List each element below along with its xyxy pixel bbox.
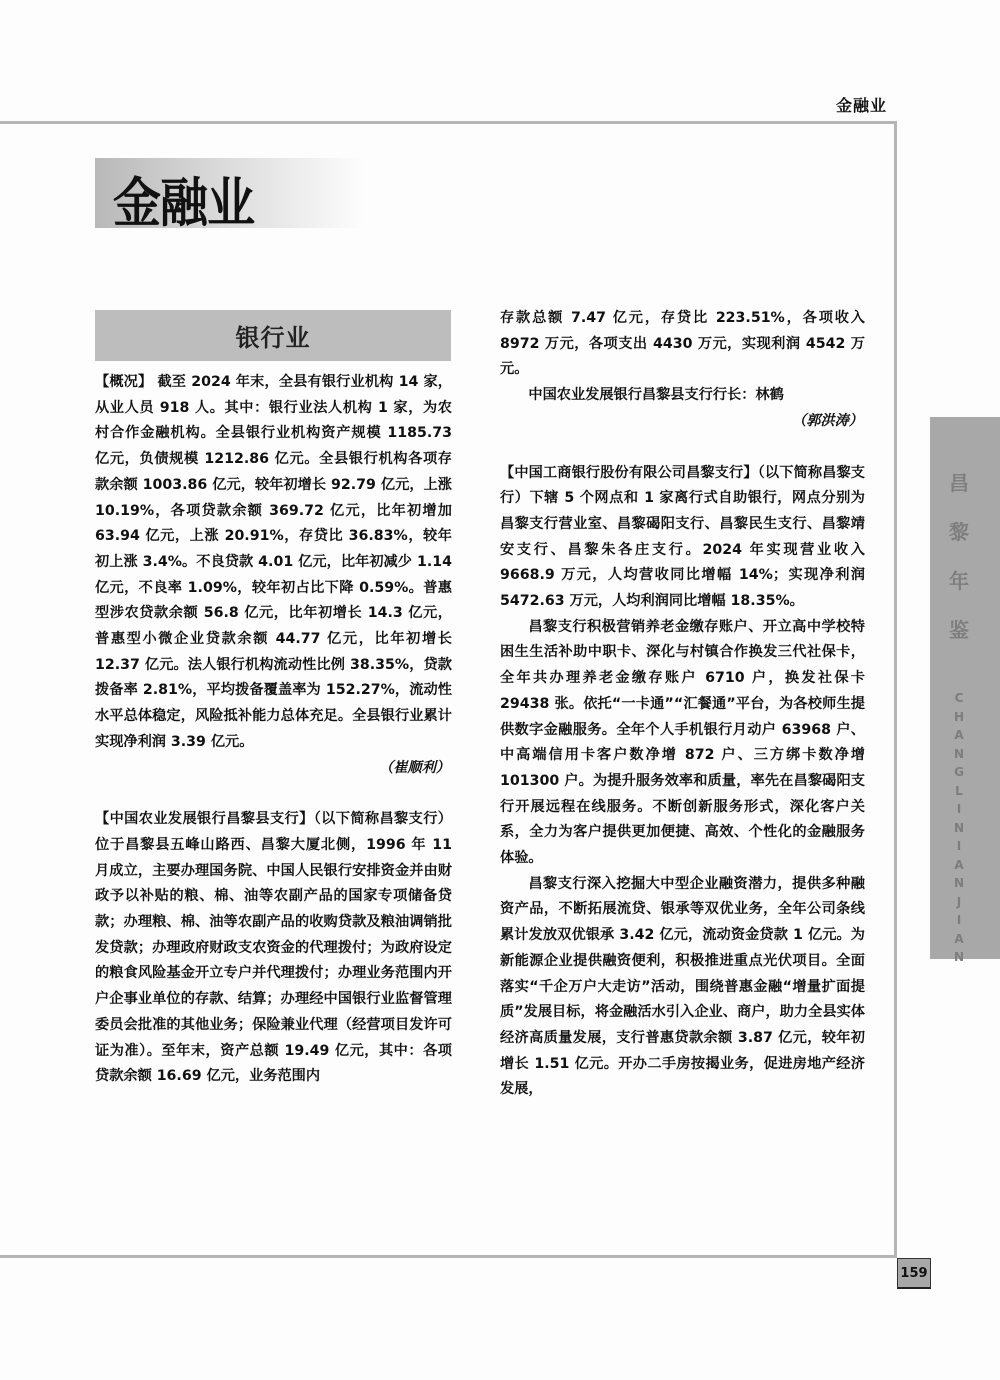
overview-tag: 【概况】 [95, 374, 153, 390]
side-tab-letter: N [953, 746, 965, 761]
side-tab-letter: A [954, 728, 964, 742]
side-tab-pinyin [950, 689, 968, 967]
right-rule [894, 121, 897, 1258]
side-tab-letter: C [954, 691, 964, 705]
abc-credit: （郭洪涛） [792, 412, 863, 429]
abc-text: （以下简称昌黎支行）位于昌黎县五峰山路西、昌黎大厦北侧，1996 年 11 月成立，主要办理国务院、中国人民银行安排资金并由财政予以补贴的粮、棉、油等农副产品的国家专项储备贷款；办理粮、棉、油等农副产品的收购贷款及粮油调销批发贷款；办理政府财政支农资金的代理拨付；为政府设定的粮食风险基金开立专户并代理拨付；办理业务范围内开户企事业单位的存款、结算；办理经中国银行业监督管理委员会批准的其他业务；保险兼业代理（经营项目发许可证为准）。至年末，资产总额 19.49 亿元，其中：各项贷款余额 16.69 亿元，业务范围内 [95, 811, 452, 1085]
spacer [95, 781, 452, 807]
side-tab-letter: I [956, 802, 962, 816]
icbc-paragraph-2: 昌黎支行积极营销养老金缴存账户、开立高中学校特困生生活补助中职卡、深化与村镇合作换发三代社保卡，全年共办理养老金缴存账户 6710 户，换发社保卡 29438 张。依托“一卡通”“汇餐通”平台，为各校师生提供数字金融服务。全年个人手机银行月动户 63968 户、中高端信用卡客户数净增 872 户、三方绑卡数净增 101300 户。为提升服务效率和质量，率先在昌黎碣阳支行开展远程在线服务。不断创新服务形式，深化客户关系，全力为客户提供更加便捷、高效、个性化的金融服务体验。 [500, 618, 865, 867]
side-tab-letter: N [953, 820, 965, 835]
side-tab-letter: I [956, 913, 962, 927]
page-number: 159 [897, 1258, 931, 1289]
icbc-paragraph-3: 昌黎支行深入挖掘大中型企业融资潜力，提供多种融资产品，不断拓展流贷、银承等双优业务，全年公司条线累计发放双优银承 3.42 亿元，流动资金贷款 1 亿元。为新能源企业提供融资便利，积极推进重点光伏项目。全面落实“千企万户大走访”活动，围绕普惠金融“增量扩面提质”发展目标，将金融活水引入企业、商户，助力全县实体经济高质量发展，支行普惠贷款余额 3.87 亿元，较年初增长 1.51 亿元。开办二手房按揭业务，促进房地产经济发展， [500, 875, 865, 1098]
right-column [500, 306, 865, 1103]
chapter-title: 金融业 [113, 172, 255, 235]
chapter-banner [95, 158, 365, 235]
overview-text: 截至 2024 年末，全县有银行业机构 14 家，从业人员 918 人。其中：银行业法人机构 1 家，为农村合作金融机构。全县银行业机构资产规模 1185.73 亿元，负债规模 1212.86 亿元。全县银行机构各项存款余额 1003.86 亿元，较年初增长 92.79 亿元，上涨 10.19%，各项贷款余额 369.72 亿元，比年初增加 63.94 亿元，上涨 20.91%，存贷比 36.83%，较年初上涨 3.4%。不良贷款 4.01 亿元，比年初减少 1.14 亿元，不良率 1.09%，较年初占比下降 0.59%。普惠型涉农贷款余额 56.8 亿元，比年初增长 14.3 亿元，普惠型小微企业贷款余额 44.77 亿元，比年初增长 12.37 亿元。法人银行机构流动性比例 38.35%，贷款拨备率 2.81%，平均拨备覆盖率为 152.27%，流动性水平总体稳定，风险抵补能力总体充足。全县银行业累计实现净利润 3.39 亿元。 [95, 374, 452, 750]
side-tab-char: 鉴 [949, 618, 969, 642]
overview-credit: （崔顺利） [379, 759, 450, 776]
side-tab-letter: L [955, 783, 963, 798]
abc-continued-paragraph: 存款总额 7.47 亿元，存贷比 223.51%，各项收入 8972 万元，各项支出 4430 万元，实现利润 4542 万元。 [500, 310, 865, 378]
side-tab-letter: G [954, 765, 964, 779]
abc-tag: 【中国农业发展银行昌黎县支行】 [95, 811, 314, 828]
side-tab-chinese [946, 467, 972, 643]
side-tab-char: 年 [949, 569, 969, 593]
side-tab-yearbook [930, 417, 1000, 964]
running-head: 金融业 [836, 96, 888, 115]
abc-signature: 中国农业发展银行昌黎县支行行长：林鹤 [528, 387, 784, 404]
side-tab-letter: J [956, 894, 962, 909]
icbc-text: （以下简称昌黎支行）下辖 5 个网点和 1 家离行式自助银行，网点分别为昌黎支行营业室、昌黎碣阳支行、昌黎民生支行、昌黎靖安支行、昌黎朱各庄支行。2024 年实现营业收入 9668.9 万元，人均营收同比增幅 14%；实现净利润 5472.63 万元，人均利润同比增幅 18.35%。 [500, 464, 865, 610]
overview-paragraph [95, 370, 452, 756]
icbc-paragraph [500, 461, 865, 615]
side-tab-letter: A [954, 857, 964, 872]
side-tab-letter: N [953, 876, 965, 890]
side-tab-letter: A [954, 931, 964, 946]
icbc-tag: 【中国工商银行股份有限公司昌黎支行】 [500, 464, 758, 481]
side-tab-letter: N [953, 950, 965, 964]
top-rule [0, 121, 897, 124]
side-tab-letter: I [956, 839, 962, 853]
spacer [500, 435, 865, 461]
section-header [95, 310, 451, 361]
left-column [95, 370, 452, 1090]
side-tab-char: 黎 [949, 520, 969, 544]
side-tab-letter: H [953, 709, 965, 724]
side-tab-char: 昌 [949, 471, 969, 495]
abc-paragraph [95, 807, 452, 1090]
section-title: 银行业 [235, 324, 311, 352]
bottom-rule [0, 1255, 897, 1258]
